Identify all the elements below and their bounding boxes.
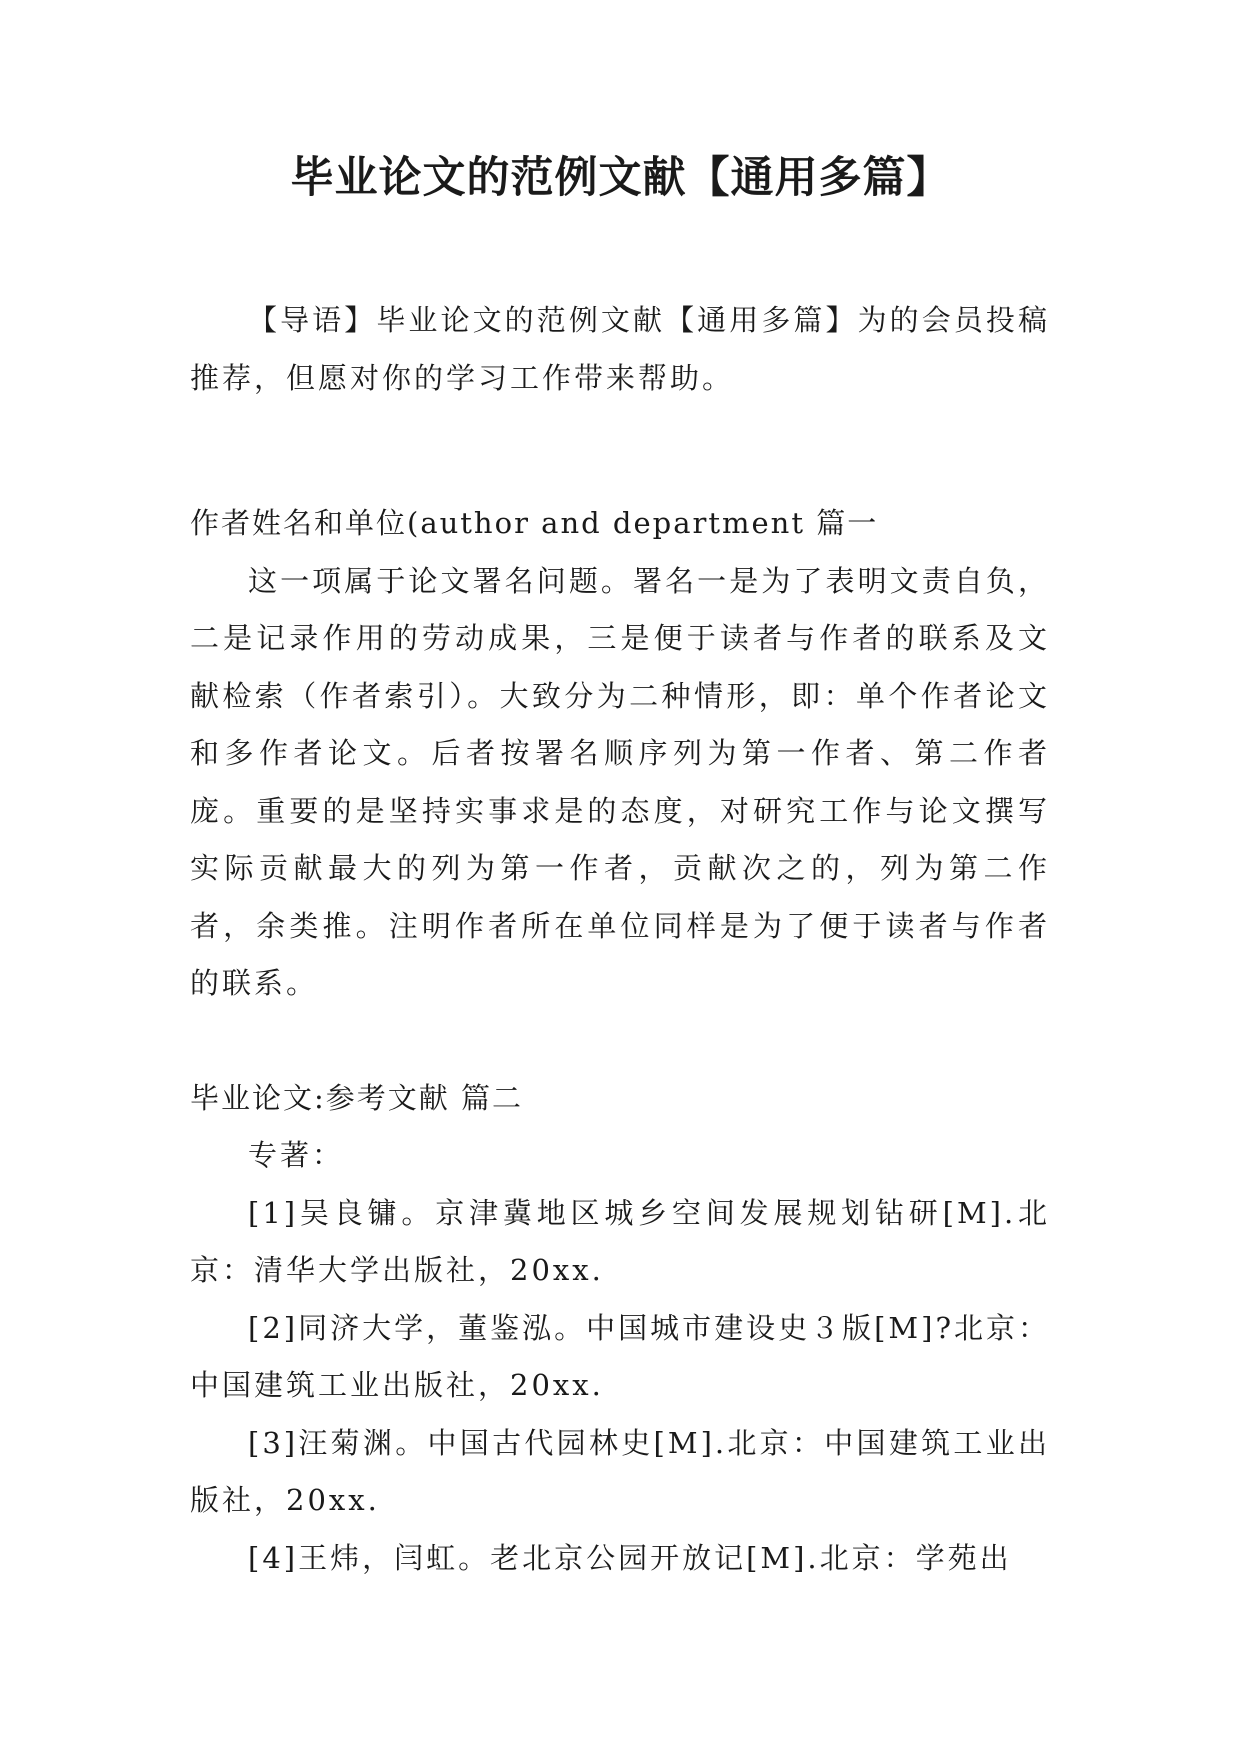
section-heading-1: 作者姓名和单位(author and department 篇一 xyxy=(190,506,879,540)
section-paragraph-1: 这一项属于论文署名问题。署名一是为了表明文责自负，二是记录作用的劳动成果，三是便于读者与作者的联系及文献检索（作者索引）。大致分为二种情形，即：单个作者论文和多作者论文。后者按署名顺序列为第一作者、第二作者庞。重要的是坚持实事求是的态度，对研究工作与论文撰写实际贡献最大的列为第一作者，贡献次之的，列为第二作者，余类推。注明作者所在单位同样是为了便于读者与作者的联系。 xyxy=(190,563,1050,1000)
reference-item-3: [3]汪菊渊。中国古代园林史[M].北京：中国建筑工业出版社，20xx. xyxy=(190,1425,1050,1517)
section-heading-2: 毕业论文:参考文献 篇二 xyxy=(190,1080,523,1115)
spacer xyxy=(190,407,1050,495)
intro-paragraph: 【导语】毕业论文的范例文献【通用多篇】为的会员投稿推荐，但愿对你的学习工作带来帮助。 xyxy=(190,303,1050,395)
spacer xyxy=(190,1013,1050,1070)
document-body xyxy=(190,292,1050,1587)
reference-item-4: [4]王炜，闫虹。老北京公园开放记[M].北京：学苑出 xyxy=(248,1540,1012,1575)
document-title: 毕业论文的范例文献【通用多篇】 xyxy=(290,153,951,203)
references-subheading: 专著： xyxy=(248,1138,345,1172)
reference-item-2: [2]同济大学，董鉴泓。中国城市建设史３版[M]?北京：中国建筑工业出版社，20xx. xyxy=(190,1310,1050,1402)
reference-item-1: [1]吴良镛。京津冀地区城乡空间发展规划钻研[M].北京：清华大学出版社，20xx. xyxy=(190,1195,1050,1287)
